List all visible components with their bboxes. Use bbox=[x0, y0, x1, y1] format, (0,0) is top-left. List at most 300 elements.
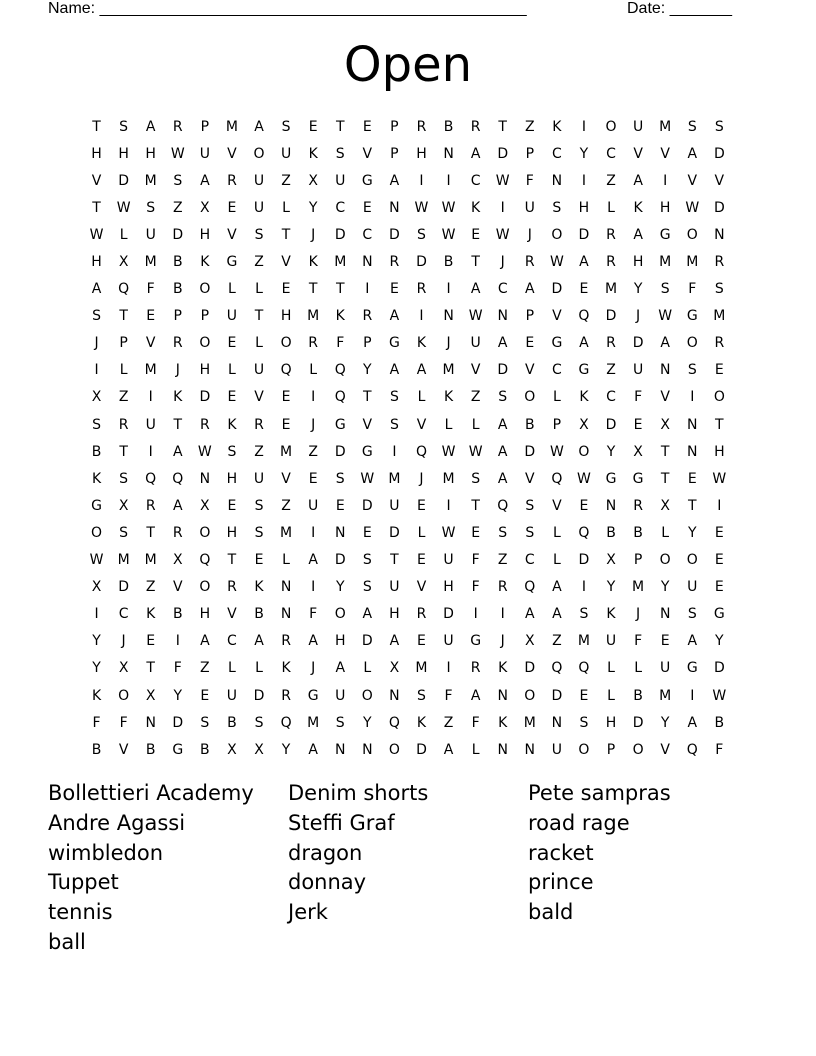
grid-letter: R bbox=[172, 118, 183, 135]
grid-letter: X bbox=[91, 389, 102, 406]
grid-letter: E bbox=[417, 497, 426, 514]
search-word: prince bbox=[528, 870, 594, 895]
grid-letter: A bbox=[497, 335, 508, 352]
grid-letter: P bbox=[173, 308, 182, 325]
grid-letter: S bbox=[92, 308, 101, 325]
grid-letter: M bbox=[144, 362, 157, 379]
grid-letter: R bbox=[199, 416, 210, 433]
grid-letter: G bbox=[713, 606, 725, 623]
grid-letter: M bbox=[415, 660, 428, 677]
grid-letter: D bbox=[578, 552, 590, 569]
grid-letter: K bbox=[281, 660, 291, 677]
grid-letter: Q bbox=[415, 443, 427, 460]
grid-letter: Z bbox=[200, 660, 210, 677]
grid-letter: I bbox=[392, 443, 397, 460]
grid-letter: D bbox=[172, 714, 184, 731]
grid-letter: R bbox=[227, 172, 237, 189]
grid-letter: T bbox=[308, 281, 318, 298]
grid-letter: M bbox=[442, 470, 455, 487]
grid-letter: L bbox=[552, 552, 561, 569]
grid-letter: N bbox=[389, 687, 400, 704]
grid-letter: A bbox=[633, 172, 643, 189]
grid-letter: Y bbox=[308, 199, 318, 216]
grid-letter: M bbox=[713, 308, 726, 325]
grid-letter: L bbox=[363, 660, 372, 677]
grid-row bbox=[83, 248, 733, 275]
search-word: dragon bbox=[288, 840, 363, 865]
grid-letter: W bbox=[658, 308, 673, 325]
grid-letter: G bbox=[551, 335, 563, 352]
grid-letter: A bbox=[497, 443, 508, 460]
grid-letter: A bbox=[200, 633, 210, 650]
grid-letter: D bbox=[253, 687, 265, 704]
grid-letter: R bbox=[606, 335, 616, 352]
grid-letter: S bbox=[254, 524, 264, 541]
grid-letter: O bbox=[199, 281, 211, 298]
grid-letter: L bbox=[119, 362, 128, 379]
grid-letter: H bbox=[659, 199, 671, 216]
grid-letter: D bbox=[713, 145, 725, 162]
grid-letter: W bbox=[89, 226, 104, 243]
grid-letter: Y bbox=[687, 524, 697, 541]
grid-letter: R bbox=[714, 254, 725, 271]
grid-letter: R bbox=[470, 118, 481, 135]
grid-letter: Q bbox=[578, 308, 590, 325]
grid-letter: I bbox=[311, 579, 316, 596]
grid-letter: O bbox=[118, 687, 130, 704]
grid-letter: I bbox=[148, 443, 153, 460]
grid-letter: Z bbox=[118, 389, 129, 406]
grid-letter: H bbox=[334, 633, 346, 650]
grid-letter: U bbox=[145, 226, 156, 243]
grid-letter: S bbox=[660, 281, 670, 298]
grid-letter: I bbox=[148, 389, 153, 406]
grid-letter: I bbox=[446, 497, 451, 514]
grid-letter: N bbox=[443, 145, 454, 162]
grid-letter: D bbox=[118, 172, 129, 189]
grid-letter: O bbox=[253, 145, 265, 162]
grid-letter: S bbox=[389, 416, 399, 433]
grid-letter: A bbox=[91, 281, 102, 298]
grid-letter: Y bbox=[660, 579, 670, 596]
grid-letter: D bbox=[497, 145, 509, 162]
grid-letter: D bbox=[497, 362, 509, 379]
grid-letter: X bbox=[389, 660, 400, 677]
grid-letter: J bbox=[311, 660, 316, 677]
grid-letter: E bbox=[254, 552, 264, 569]
grid-letter: I bbox=[690, 687, 695, 704]
grid-letter: S bbox=[281, 118, 291, 135]
grid-letter: D bbox=[361, 497, 373, 514]
grid-letter: Q bbox=[172, 470, 184, 487]
grid-letter: Q bbox=[118, 281, 130, 298]
grid-letter: T bbox=[92, 199, 101, 216]
grid-letter: J bbox=[311, 226, 316, 243]
grid-letter: S bbox=[335, 145, 345, 162]
grid-letter: T bbox=[119, 308, 128, 325]
grid-letter: I bbox=[690, 389, 695, 406]
grid-letter: S bbox=[525, 497, 535, 514]
grid-letter: E bbox=[227, 389, 237, 406]
grid-letter: D bbox=[605, 416, 617, 433]
grid-letter: X bbox=[633, 443, 643, 460]
grid-letter: X bbox=[606, 552, 616, 569]
grid-letter: S bbox=[173, 172, 183, 189]
grid-letter: S bbox=[417, 687, 426, 704]
grid-letter: M bbox=[523, 714, 536, 731]
grid-letter: A bbox=[525, 281, 535, 298]
grid-letter: L bbox=[552, 524, 561, 541]
grid-letter: V bbox=[660, 145, 670, 162]
grid-letter: Q bbox=[551, 660, 563, 677]
grid-letter: Q bbox=[145, 470, 157, 487]
grid-letter: B bbox=[254, 606, 264, 623]
grid-letter: Y bbox=[335, 579, 345, 596]
grid-letter: S bbox=[92, 416, 101, 433]
grid-letter: F bbox=[715, 741, 724, 758]
grid-letter: Y bbox=[579, 145, 589, 162]
grid-letter: D bbox=[578, 226, 590, 243]
grid-letter: O bbox=[524, 687, 536, 704]
grid-letter: V bbox=[525, 470, 535, 487]
grid-letter: A bbox=[525, 606, 535, 623]
grid-letter: Y bbox=[715, 633, 724, 650]
grid-letter: U bbox=[389, 579, 400, 596]
grid-letter: G bbox=[172, 741, 184, 758]
grid-letter: G bbox=[307, 687, 319, 704]
grid-letter: G bbox=[686, 660, 698, 677]
grid-letter: E bbox=[633, 416, 643, 433]
grid-letter: U bbox=[253, 470, 265, 487]
grid-letter: E bbox=[714, 552, 724, 569]
grid-letter: A bbox=[308, 741, 318, 758]
grid-letter: C bbox=[335, 199, 346, 216]
grid-letter: D bbox=[389, 524, 400, 541]
grid-letter: F bbox=[634, 389, 643, 406]
grid-letter: T bbox=[281, 226, 291, 243]
grid-letter: E bbox=[687, 470, 697, 487]
grid-row bbox=[83, 628, 733, 655]
grid-letter: K bbox=[552, 118, 562, 135]
grid-letter: W bbox=[360, 470, 375, 487]
grid-row bbox=[83, 682, 733, 709]
grid-letter: S bbox=[119, 118, 129, 135]
grid-letter: A bbox=[687, 633, 698, 650]
grid-letter: H bbox=[199, 606, 211, 623]
grid-letter: A bbox=[145, 118, 156, 135]
grid-letter: Y bbox=[281, 741, 291, 758]
grid-letter: I bbox=[581, 118, 587, 135]
search-word: road rage bbox=[528, 810, 630, 835]
grid-letter: E bbox=[227, 497, 237, 514]
grid-letter: V bbox=[118, 741, 129, 758]
date-field: Date: _______ bbox=[627, 0, 732, 17]
grid-letter: J bbox=[311, 416, 316, 433]
grid-letter: N bbox=[280, 579, 292, 596]
grid-letter: I bbox=[717, 497, 722, 514]
grid-letter: H bbox=[199, 362, 211, 379]
grid-letter: N bbox=[335, 741, 346, 758]
grid-letter: T bbox=[119, 443, 128, 460]
grid-letter: K bbox=[173, 389, 183, 406]
grid-letter: A bbox=[254, 118, 264, 135]
grid-letter: A bbox=[552, 606, 562, 623]
grid-letter: R bbox=[606, 254, 616, 271]
grid-letter: X bbox=[118, 497, 129, 514]
grid-letter: B bbox=[443, 254, 454, 271]
grid-letter: U bbox=[605, 633, 617, 650]
grid-letter: B bbox=[200, 741, 210, 758]
grid-letter: N bbox=[145, 714, 156, 731]
grid-letter: Q bbox=[497, 497, 509, 514]
grid-letter: W bbox=[441, 524, 456, 541]
grid-letter: M bbox=[659, 254, 672, 271]
grid-letter: K bbox=[498, 660, 508, 677]
grid-letter: A bbox=[389, 172, 400, 189]
grid-letter: R bbox=[308, 335, 319, 352]
grid-letter: S bbox=[389, 389, 399, 406]
grid-letter: D bbox=[713, 199, 725, 216]
grid-letter: O bbox=[578, 443, 590, 460]
grid-letter: M bbox=[334, 254, 347, 271]
grid-letter: U bbox=[226, 308, 238, 325]
grid-letter: A bbox=[362, 606, 373, 623]
search-word: Jerk bbox=[288, 900, 328, 925]
search-word: racket bbox=[528, 840, 594, 865]
grid-letter: H bbox=[605, 714, 617, 731]
grid-row bbox=[83, 736, 733, 763]
grid-letter: W bbox=[441, 226, 456, 243]
grid-letter: A bbox=[687, 714, 698, 731]
grid-letter: L bbox=[661, 524, 670, 541]
grid-letter: Y bbox=[606, 579, 616, 596]
grid-letter: J bbox=[94, 335, 99, 352]
grid-letter: O bbox=[686, 552, 698, 569]
grid-letter: S bbox=[335, 714, 345, 731]
grid-letter: A bbox=[687, 145, 698, 162]
grid-letter: I bbox=[311, 524, 316, 541]
grid-letter: M bbox=[686, 254, 699, 271]
grid-letter: T bbox=[363, 389, 372, 406]
grid-letter: T bbox=[471, 497, 480, 514]
grid-letter: S bbox=[200, 714, 210, 731]
grid-letter: H bbox=[416, 145, 427, 162]
grid-letter: F bbox=[336, 335, 345, 352]
grid-letter: K bbox=[416, 714, 427, 731]
grid-letter: R bbox=[633, 497, 643, 514]
grid-letter: G bbox=[334, 416, 346, 433]
grid-letter: O bbox=[334, 606, 346, 623]
grid-letter: Q bbox=[334, 389, 346, 406]
grid-letter: D bbox=[443, 606, 454, 623]
grid-letter: A bbox=[443, 741, 454, 758]
grid-letter: G bbox=[361, 172, 373, 189]
grid-letter: X bbox=[91, 579, 102, 596]
grid-letter: L bbox=[607, 687, 615, 704]
grid-row bbox=[83, 276, 733, 303]
grid-letter: K bbox=[200, 254, 210, 271]
grid-letter: R bbox=[281, 687, 291, 704]
grid-letter: M bbox=[659, 118, 672, 135]
grid-letter: Q bbox=[334, 362, 346, 379]
grid-letter: O bbox=[199, 335, 211, 352]
grid-letter: C bbox=[497, 281, 508, 298]
grid-letter: M bbox=[388, 470, 401, 487]
grid-letter: G bbox=[632, 470, 644, 487]
grid-letter: E bbox=[471, 524, 481, 541]
grid-letter: Q bbox=[578, 524, 590, 541]
grid-letter: Z bbox=[497, 552, 508, 569]
grid-letter: S bbox=[335, 470, 345, 487]
grid-letter: W bbox=[89, 552, 104, 569]
grid-letter: E bbox=[281, 281, 291, 298]
grid-letter: F bbox=[471, 579, 480, 596]
grid-letter: B bbox=[524, 416, 535, 433]
grid-letter: E bbox=[417, 552, 426, 569]
grid-letter: F bbox=[173, 660, 182, 677]
grid-letter: A bbox=[470, 145, 481, 162]
grid-letter: O bbox=[686, 335, 698, 352]
grid-row bbox=[83, 519, 733, 546]
grid-letter: S bbox=[687, 118, 697, 135]
grid-letter: B bbox=[172, 281, 183, 298]
grid-letter: I bbox=[94, 362, 99, 379]
grid-letter: R bbox=[416, 118, 427, 135]
grid-letter: G bbox=[659, 226, 671, 243]
grid-letter: M bbox=[307, 714, 320, 731]
grid-letter: P bbox=[200, 118, 210, 135]
grid-letter: U bbox=[524, 199, 535, 216]
grid-letter: K bbox=[254, 579, 264, 596]
grid-letter: W bbox=[197, 443, 212, 460]
grid-row bbox=[83, 465, 733, 492]
grid-letter: I bbox=[311, 389, 316, 406]
grid-letter: H bbox=[145, 145, 156, 162]
grid-letter: I bbox=[663, 172, 668, 189]
grid-letter: E bbox=[335, 497, 345, 514]
grid-letter: P bbox=[552, 416, 562, 433]
grid-letter: I bbox=[94, 606, 99, 623]
grid-letter: O bbox=[199, 524, 211, 541]
grid-letter: M bbox=[144, 172, 157, 189]
grid-row bbox=[83, 411, 733, 438]
grid-letter: T bbox=[498, 118, 507, 135]
grid-row bbox=[83, 194, 733, 221]
grid-letter: A bbox=[254, 633, 264, 650]
grid-letter: R bbox=[606, 226, 616, 243]
grid-letter: E bbox=[308, 118, 318, 135]
grid-letter: Z bbox=[145, 579, 156, 596]
grid-letter: B bbox=[172, 606, 183, 623]
grid-letter: P bbox=[525, 308, 535, 325]
grid-letter: X bbox=[172, 552, 183, 569]
grid-letter: A bbox=[308, 552, 318, 569]
grid-letter: Y bbox=[633, 281, 643, 298]
grid-row bbox=[83, 438, 733, 465]
grid-letter: Y bbox=[92, 633, 101, 650]
grid-letter: E bbox=[308, 470, 318, 487]
grid-letter: I bbox=[419, 172, 424, 189]
grid-letter: F bbox=[525, 172, 534, 189]
grid-letter: G bbox=[605, 470, 617, 487]
word-column bbox=[288, 779, 528, 958]
grid-letter: U bbox=[253, 172, 265, 189]
grid-letter: J bbox=[121, 633, 126, 650]
grid-letter: W bbox=[712, 687, 727, 704]
grid-letter: E bbox=[525, 335, 535, 352]
grid-letter: W bbox=[549, 443, 564, 460]
grid-letter: D bbox=[199, 389, 211, 406]
grid-letter: V bbox=[416, 416, 427, 433]
grid-letter: X bbox=[200, 199, 210, 216]
grid-row bbox=[83, 574, 733, 601]
search-word: Andre Agassi bbox=[48, 810, 186, 835]
search-word: tennis bbox=[48, 900, 113, 925]
grid-letter: H bbox=[578, 199, 590, 216]
grid-letter: K bbox=[471, 199, 481, 216]
grid-letter: G bbox=[686, 308, 698, 325]
grid-letter: D bbox=[334, 226, 346, 243]
grid-letter: L bbox=[471, 741, 480, 758]
grid-letter: R bbox=[281, 633, 291, 650]
grid-letter: L bbox=[607, 660, 615, 677]
grid-letter: V bbox=[281, 470, 291, 487]
grid-letter: D bbox=[334, 443, 346, 460]
grid-letter: R bbox=[416, 606, 427, 623]
grid-letter: T bbox=[660, 470, 670, 487]
grid-letter: I bbox=[581, 172, 587, 189]
grid-letter: X bbox=[579, 416, 589, 433]
grid-letter: E bbox=[227, 335, 237, 352]
grid-letter: U bbox=[687, 579, 698, 596]
grid-letter: O bbox=[686, 226, 698, 243]
grid-letter: R bbox=[470, 660, 481, 677]
grid-letter: R bbox=[254, 416, 264, 433]
grid-letter: Y bbox=[606, 443, 616, 460]
grid-letter: Z bbox=[254, 443, 264, 460]
name-field: Name: ________________________________________________ bbox=[48, 0, 527, 17]
grid-letter: P bbox=[119, 335, 128, 352]
grid-letter: V bbox=[660, 741, 670, 758]
grid-row bbox=[83, 601, 733, 628]
grid-letter: C bbox=[524, 552, 535, 569]
grid-letter: A bbox=[172, 497, 183, 514]
grid-letter: B bbox=[633, 524, 643, 541]
grid-letter: O bbox=[713, 389, 725, 406]
grid-letter: V bbox=[91, 172, 102, 189]
grid-letter: H bbox=[226, 524, 238, 541]
grid-letter: A bbox=[470, 281, 481, 298]
grid-letter: L bbox=[309, 362, 318, 379]
grid-letter: N bbox=[524, 741, 536, 758]
grid-letter: S bbox=[362, 552, 372, 569]
grid-letter: V bbox=[145, 335, 156, 352]
grid-letter: V bbox=[416, 579, 427, 596]
grid-letter: B bbox=[145, 741, 156, 758]
grid-letter: O bbox=[605, 118, 617, 135]
grid-letter: E bbox=[389, 281, 399, 298]
grid-letter: F bbox=[444, 687, 453, 704]
grid-letter: T bbox=[715, 416, 724, 433]
grid-letter: H bbox=[443, 579, 454, 596]
grid-letter: A bbox=[660, 335, 670, 352]
grid-letter: U bbox=[660, 660, 671, 677]
grid-letter: V bbox=[714, 172, 725, 189]
search-word: donnay bbox=[288, 870, 367, 895]
grid-letter: T bbox=[471, 254, 480, 271]
grid-letter: K bbox=[443, 389, 454, 406]
grid-letter: H bbox=[91, 145, 102, 162]
